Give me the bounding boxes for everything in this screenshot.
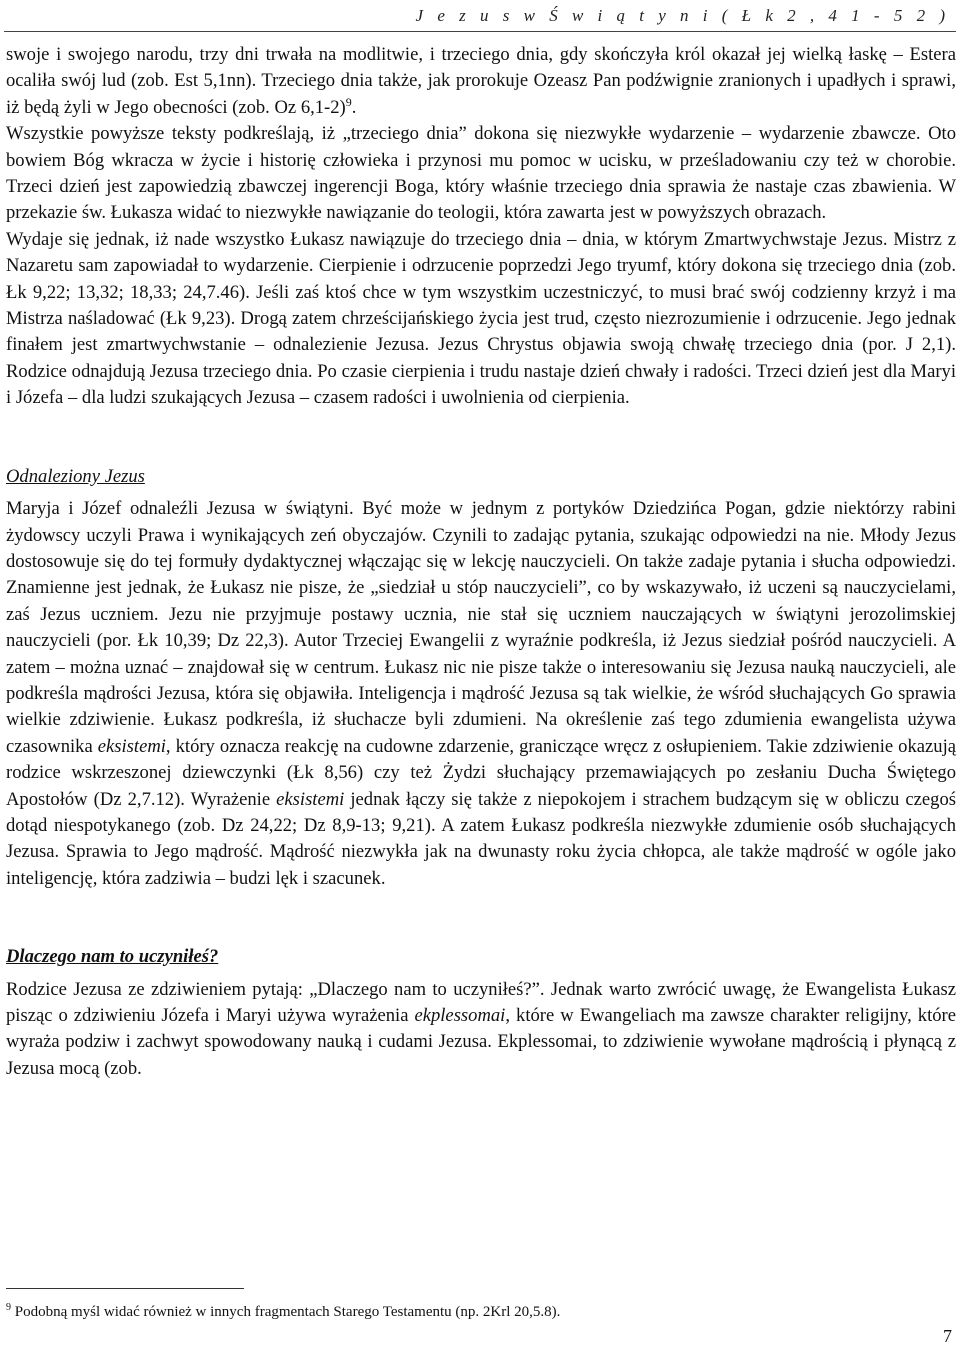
footnote	[6, 1302, 560, 1321]
paragraph	[6, 496, 956, 892]
greek-term: eksistemi	[276, 788, 345, 810]
running-header: J e z u s w Ś w i ą t y n i ( Ł k 2 , 4 1 - 5 2 )	[415, 6, 950, 25]
footnote-number: 9	[6, 1302, 11, 1313]
paragraph: Wszystkie powyższe teksty podkreślają, iż „trzeciego dnia” dokona się niezwykłe wydarzenie – wydarzenie zbawcze. Oto bowiem Bóg wkracza w życie i historię człowieka i przynosi mu pomoc w ucisku, w prześladowaniu czy też w chorobie. Trzeci dzień jest zapowiedzią zbawczej ingerencji Boga, który właśnie trzeciego dnia sprawia że nastaje czas zbawienia. W przekazie św. Łukasza widać to niezwykłe nawiązanie do teologii, która zawarta jest w powyższych obrazach.	[6, 123, 956, 224]
spacer	[6, 892, 956, 944]
paragraph	[6, 977, 956, 1083]
section-heading-why-did-you: Dlaczego nam to uczyniłeś?	[6, 946, 219, 968]
paragraph-text: Rodzice Jezusa ze zdziwieniem pytają: „Dlaczego nam to uczyniłeś?”. Jednak warto zwrócić uwagę, że Ewangelista Łukasz pisząc o zdziwieniu Józefa i Maryi używa wyrażenia	[6, 978, 956, 1026]
paragraph-text: Maryja i Józef odnaleźli Jezusa w świątyni. Być może w jednym z portyków Dziedzińca Pogan, gdzie niektórzy rabini żydowscy uczyli Prawa i wynikających zeń obyczajów. Czynili to zadając pytania, szukając odpowiedzi na nie. Młody Jezus dostosowuje się do tej formuły dydaktycznej włączając się w lekcję nauczycieli. On także zadaje pytania i słucha odpowiedzi. Znamienne jest jednak, że Łukasz nie pisze, że „siedział u stóp nauczycieli”, co by wskazywało, iż uczeni są nauczycielami, zaś Jezus uczniem. Jezu nie przyjmuje postawy ucznia, nie stał się uczniem nauczających w świątyni jerozolimskiej nauczycieli (por. Łk 10,39; Dz 22,3). Autor Trzeciej Ewangelii z wyraźnie podkreśla, iż Jezus siedział pośród nauczycieli. A zatem – można uznać – znajdował się w centrum. Łukasz nic nie pisze także o interesowaniu się Jezusa nauką nauczycieli, ale podkreśla mądrości Jezusa, która się objawiła. Inteligencja i mądrość Jezusa są tak wielkie, że wśród słuchających Go sprawia wielkie zdziwienie. Łukasz podkreśla, iż słuchacze byli zdumieni. Na określenie zaś tego zdumienia ewangelista używa czasownika	[6, 498, 956, 757]
paragraph: Wydaje się jednak, iż nade wszystko Łukasz nawiązuje do trzeciego dnia – dnia, w którym Zmartwychwstaje Jezus. Mistrz z Nazaretu sam zapowiadał to wydarzenie. Cierpienie i odrzucenie poprzedzi Jego tryumf, który dokona się trzeciego dnia (zob. Łk 9,22; 13,32; 18,33; 24,7.46). Jeśli zaś ktoś chce w tym wszystkim uczestniczyć, to musi brać swój codzienny krzyż i ma Mistrza naśladować (Łk 9,23). Drogą zatem chrześcijańskiego życia jest trud, często niezrozumienie i odrzucenie. Jego jednak finałem jest zmartwychwstanie – odnalezienie Jezusa. Jezus Chrystus objawia swoją chwałę trzeciego dnia (por. J 2,1). Rodzice odnajdują Jezusa trzeciego dnia. Po czasie cierpienia i trudu nastaje dzień chwały i radości. Trzeci dzień jest dla Maryi i Józefa – dla ludzi szukających Jezusa – czasem radości i uwolnienia od cierpienia.	[6, 228, 956, 409]
paragraph	[6, 42, 956, 121]
footnote-divider	[6, 1288, 244, 1289]
spacer	[6, 412, 956, 464]
footnote-text: Podobną myśl widać również w innych fragmentach Starego Testamentu (np. 2Krl 20,5.8).	[11, 1304, 561, 1320]
section-heading-found-jesus: Odnaleziony Jezus	[6, 465, 145, 487]
paragraph-text: .	[351, 96, 357, 118]
paragraph-text: , który oznacza reakcję na cudowne zdarzenie, graniczące wręcz z osłupieniem. Takie zdziwienie okazują rodzice wskrzeszonej dziewczynki (Łk 8,56) czy też Żydzi słuchający przemawiających po zesłaniu Ducha Świętego Apostołów (Dz 2,7.12). Wyrażenie	[6, 735, 956, 810]
header-divider	[4, 31, 956, 32]
paragraph-text: swoje i swojego narodu, trzy dni trwała na modlitwie, i trzeciego dnia, gdy skończyła król okazał jej wielką łaskę – Estera ocaliła swój lud (zob. Est 5,1nn). Trzeciego dnia także, jak prorokuje Ozeasz Pan podźwignie zranionych i upadłych i sprawi, iż będą żyli w Jego obecności (zob. Oz 6,1-2)	[6, 44, 956, 118]
greek-term: eksistemi	[97, 735, 166, 757]
paragraph-text: , które w Ewangeliach ma zawsze charakter religijny, które wyraża podziw i zachwyt spowodowany nauką i cudami Jezusa. Ekplessomai, to zdziwienie wywołane mądrością i płynącą z Jezusa mocą (zob.	[6, 1005, 956, 1079]
footnote-reference[interactable]: 9	[345, 94, 352, 109]
page-body	[6, 42, 956, 1082]
paragraph-text: jednak łączy się także z niepokojem i strachem budzącym się w obliczu czegoś dotąd niespotykanego (zob. Dz 24,22; Dz 8,9-13; 9,21). A zatem Łukasz podkreśla niezwykłe zdumienie osób słuchających Jezusa. Sprawia to Jego mądrość. Mądrość niezwykła jak na dwunasty roku życia chłopca, ale także mądrość w ogóle jako inteligencję, która zadziwia – budzi lęk i szacunek.	[6, 788, 956, 889]
page-number: 7	[943, 1326, 952, 1346]
greek-term: ekplessomai	[414, 1005, 506, 1026]
